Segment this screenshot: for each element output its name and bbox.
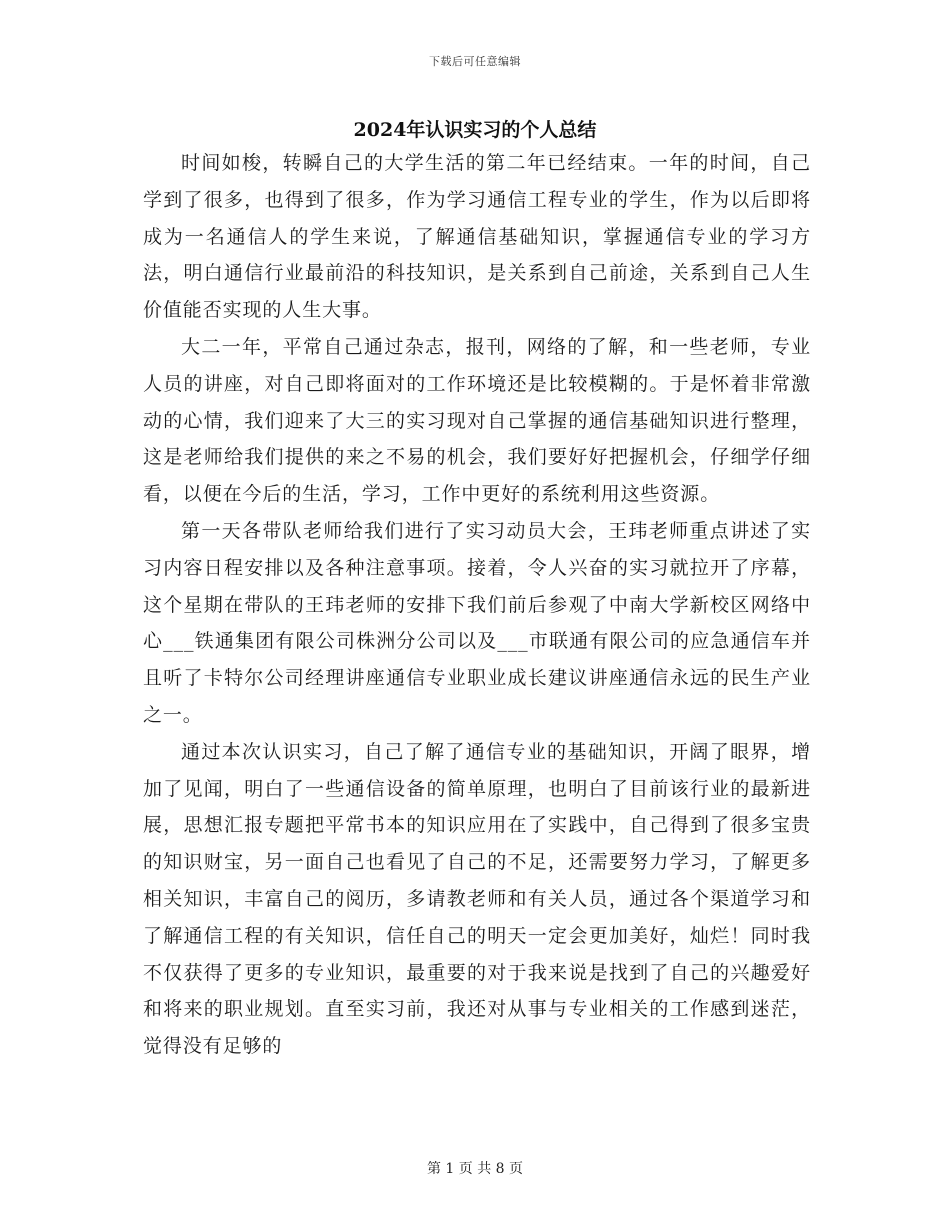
header-note: 下载后可任意编辑 [429,55,521,68]
paragraph-3: 第一天各带队老师给我们进行了实习动员大会，王玮老师重点讲述了实习内容日程安排以及各种注意事项。接着，令人兴奋的实习就拉开了序幕，这个星期在带队的王玮老师的安排下我们前后参观了中南大学新校区网络中心___铁通集团有限公司株洲分公司以及___市联通有限公司的应急通信车并且听了卡特尔公司经理讲座通信专业职业成长建议讲座通信永远的民生产业之一。 [143,519,811,726]
paragraph-1: 时间如梭，转瞬自己的大学生活的第二年已经结束。一年的时间，自己学到了很多，也得到了很多，作为学习通信工程专业的学生，作为以后即将成为一名通信人的学生来说，了解通信基础知识，掌握通信专业的学习方法，明白通信行业最前沿的科技知识，是关系到自己前途，关系到自己人生价值能否实现的人生大事。 [143,152,811,322]
page-number: 第 1 页 共 8 页 [426,1161,524,1177]
paragraph-4: 通过本次认识实习，自己了解了通信专业的基础知识，开阔了眼界，增加了见闻，明白了一些通信设备的简单原理，也明白了目前该行业的最新进展，思想汇报专题把平常书本的知识应用在了实践中，自己得到了很多宝贵的知识财宝，另一面自己也看见了自己的不足，还需要努力学习，了解更多相关知识，丰富自己的阅历，多请教老师和有关人员，通过各个渠道学习和了解通信工程的有关知识，信任自己的明天一定会更加美好，灿烂！同时我不仅获得了更多的专业知识，最重要的对于我来说是找到了自己的兴趣爱好和将来的职业规划。直至实习前，我还对从事与专业相关的工作感到迷茫，觉得没有足够的 [143,740,811,1058]
paragraph-2: 大二一年，平常自己通过杂志，报刊，网络的了解，和一些老师，专业人员的讲座，对自己即将面对的工作环境还是比较模糊的。于是怀着非常激动的心情，我们迎来了大三的实习现对自己掌握的通信基础知识进行整理，这是老师给我们提供的来之不易的机会，我们要好好把握机会，仔细学仔细看，以便在今后的生活，学习，工作中更好的系统利用这些资源。 [143,335,811,506]
document-body [143,145,811,1065]
document-title: 2024年认识实习的个人总结 [353,119,597,141]
